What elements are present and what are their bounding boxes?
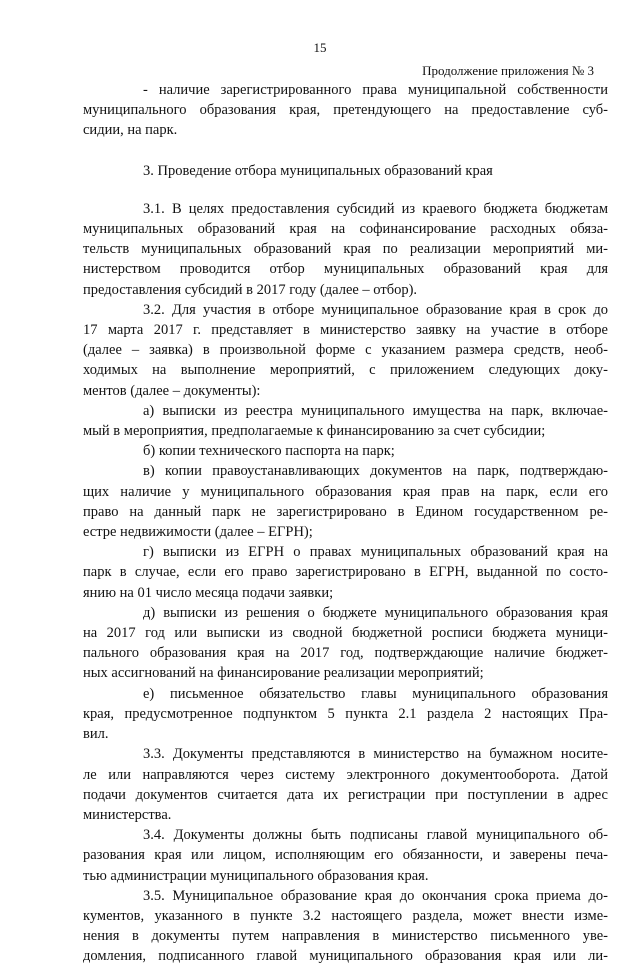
text-line: сидии, на парк. (83, 122, 178, 139)
section-heading: 3. Проведение отбора муниципальных образований края (143, 162, 493, 179)
paragraph-intro (83, 80, 608, 141)
text-line: д) выписки из решения о бюджете муниципального образования края (143, 604, 608, 621)
text-line: тью администрации муниципального образования края. (83, 867, 429, 884)
text-line: парк в случае, если его право зарегистрировано в ЕГРН, выданной по состо- (83, 564, 608, 581)
list-item-b (83, 441, 608, 461)
text-line: нистерством проводится отбор муниципальных образований края для (83, 261, 608, 278)
text-line: щих наличие у муниципального образования края прав на парк, если его (83, 483, 608, 500)
text-line: (далее – заявка) в произвольной форме с указанием размера средств, необ- (83, 342, 608, 359)
list-item-a (83, 401, 608, 441)
text-line: муниципального образования края, претендующего на предоставление суб- (83, 102, 608, 119)
document-body (83, 80, 608, 967)
text-line: кументов, указанного в пункте 3.2 настоящего раздела, может внести изме- (83, 907, 608, 924)
text-line: 3.5. Муниципальное образование края до окончания срока приема до- (143, 887, 608, 904)
paragraph-3-2 (83, 300, 608, 401)
text-line: 17 марта 2017 г. представляет в министерство заявку на участие в отборе (83, 322, 608, 339)
text-line: 3.1. В целях предоставления субсидий из краевого бюджета бюджетам (143, 200, 608, 217)
paragraph-3-1 (83, 199, 608, 300)
text-line: г) выписки из ЕГРН о правах муниципальных образований края на (143, 544, 608, 561)
text-line: ходимых на выполнение мероприятий, с приложением следующих доку- (83, 362, 608, 379)
text-line: е) письменное обязательство главы муниципального образования (143, 685, 608, 702)
text-line: б) копии технического паспорта на парк; (143, 443, 395, 460)
text-line: тельств муниципальных образований края по реализации мероприятий ми- (83, 241, 608, 258)
text-line: естре недвижимости (далее – ЕГРН); (83, 524, 313, 541)
text-line: домления, подписанного главой муниципального образования края или ли- (83, 948, 608, 965)
page-number: 15 (313, 40, 327, 55)
list-item-g (83, 542, 608, 603)
text-line: на 2017 год или выписки из сводной бюджетной росписи бюджета муници- (83, 625, 608, 642)
text-line: вил. (83, 726, 109, 743)
text-line: мый в мероприятия, предполагаемые к финансированию за счет субсидии; (83, 423, 546, 440)
paragraph-3-5 (83, 886, 608, 967)
appendix-continuation-label: Продолжение приложения № 3 (422, 63, 594, 78)
text-line: предоставления субсидий в 2017 году (далее – отбор). (83, 281, 418, 298)
text-line: министерства. (83, 806, 172, 823)
text-line: право на данный парк не зарегистрировано в Едином государственном ре- (83, 503, 608, 520)
text-line: в) копии правоустанавливающих документов на парк, подтверждаю- (143, 463, 608, 480)
paragraph-3-3 (83, 744, 608, 825)
text-line: края, предусмотренное подпунктом 5 пункта 2.1 раздела 2 настоящих Пра- (83, 705, 608, 722)
text-line: ментов (далее – документы): (83, 382, 261, 399)
text-line: - наличие зарегистрированного права муниципальной собственности (143, 82, 608, 98)
text-line: муниципальных образований края на софинансирование расходных обяза- (83, 221, 608, 238)
text-line: подачи документов считается дата их регистрации при поступлении в адрес (83, 786, 608, 803)
text-line: пального образования края на 2017 год, подтверждающие наличие бюджет- (83, 645, 608, 662)
text-line: 3.4. Документы должны быть подписаны главой муниципального об- (143, 827, 608, 844)
text-line: янию на 01 число месяца подачи заявки; (83, 584, 334, 601)
list-item-e (83, 684, 608, 745)
text-line: нения в документы путем направления в министерство письменного уве- (83, 928, 608, 945)
text-line: ных ассигнований на финансирование реализации мероприятий; (83, 665, 484, 682)
text-line: разования края или лицом, исполняющим его обязанности, и заверены печа- (83, 847, 608, 864)
text-line: 3.3. Документы представляются в министерство на бумажном носите- (143, 746, 608, 763)
text-line: а) выписки из реестра муниципального имущества на парк, включае- (143, 402, 608, 419)
text-line: ле или направляются через систему электронного документооборота. Датой (83, 766, 608, 783)
list-item-d (83, 603, 608, 684)
text-line: 3.2. Для участия в отборе муниципальное образование края в срок до (143, 301, 608, 318)
paragraph-3-4 (83, 825, 608, 886)
list-item-v (83, 461, 608, 542)
